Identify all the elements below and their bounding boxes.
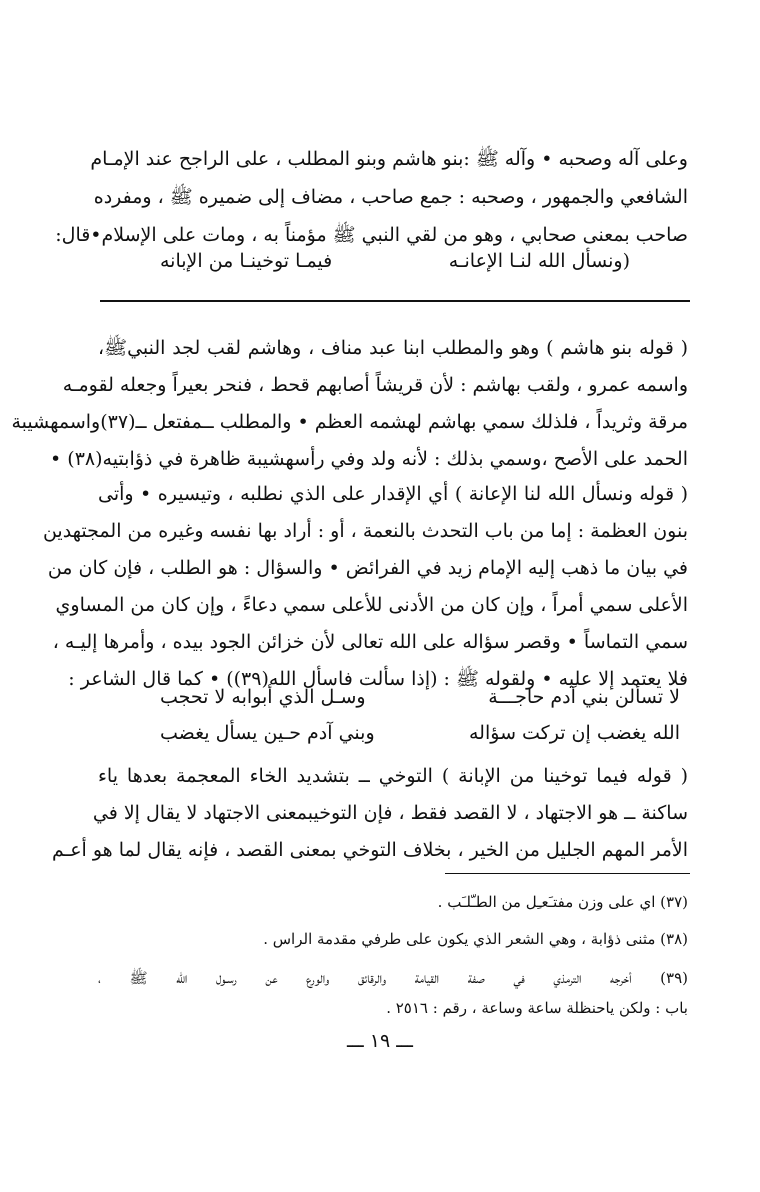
commentary-paragraph-3 [51,758,688,869]
footnote-line: باب : ولكن ياحنظلة ساعة وساعة ، رقم : ٢٥١٦ . [386,999,688,1017]
footnote-38: (٣٨) مثنى ذؤابة ، وهي الشعر الذي يكون على طرفي مقدمة الراس . [263,930,688,948]
verse-line [160,250,630,272]
commentary-line: الأمر المهم الجليل من الخير ، بخلاف التوخي بمعنى القصد ، فإنه يقال لما هو أعـم [51,839,688,861]
footnote-line: (٣٩) أخرجه الترمذي في صفة القيامة والرقائق والورع عن رسـول الله ﷺ ، [98,969,688,987]
page-number: ـــ ١٩ ـــ [347,1030,413,1052]
commentary-line: ساكنة ــ هو الاجتهاد ، لا القصد فقط ، فإن التوخيبمعنى الاجتهاد لا يقال إلا في [92,802,688,824]
commentary-line: في بيان ما ذهب إليه الإمام زيد في الفرائض • والسؤال : هو الطلب ، فإن كان من [47,557,688,579]
intro-text [55,140,688,254]
intro-line: وعلى آله وصحبه • وآله ﷺ :بنو هاشم وبنو المطلب ، على الراجح عند الإمـام [90,148,688,170]
commentary-line: ( قوله بنو هاشم ) وهو والمطلب ابنا عبد مناف ، وهاشم لقب لجد النبيﷺ، [98,337,688,359]
intro-line: الشافعي والجمهور ، وصحبه : جمع صاحب ، مضاف إلى ضميره ﷺ ، ومفرده [93,186,688,208]
commentary-line: سمي التماساً • وقصر سؤاله على الله تعالى لأن خزائن الجود بيده ، وأمرها إليـه ، [52,631,688,653]
poem-hemistich-first: الله يغضب إن تركت سؤاله [469,722,680,744]
commentary-line: ( قوله فيما توخينا من الإبانة ) التوخي ــ بتشديد الخاء المعجمة بعدها ياء [98,765,688,787]
verse-hemistich-first: (ونسأل الله لنـا الإعانـه [448,250,630,272]
verse-hemistich-second: فيمـا توخينـا من الإبانه [160,250,333,272]
commentary-line: واسمه عمرو ، ولقب بهاشم : لأن قريشاً أصابهم قحط ، فنحر بعيراً وجعله لقومـه [62,374,688,396]
footnote-39 [98,963,688,1023]
commentary-line: بنون العظمة : إما من باب التحدث بالنعمة ، أو : أراد بها نفسه وغيره من المجتهدين [42,520,688,542]
main-divider [100,300,690,302]
commentary-paragraph-2 [42,476,688,698]
footnote-divider [445,873,690,874]
commentary-line: ( قوله ونسأل الله لنا الإعانة ) أي الإقدار على الذي نطلبه ، وتيسيره • وأتى [98,483,688,505]
poem-verse-1 [160,686,680,708]
intro-line: صاحب بمعنى صحابي ، وهو من لقي النبي ﷺ مؤمناً به ، ومات على الإسلام•قال: [55,224,688,246]
poem-verse-2 [160,722,680,744]
poem-hemistich-second: وسـل الذي أبوابه لا تحجب [160,686,366,708]
footnote-37: (٣٧) اي على وزن مفتـَعـِل من الطـّلـَب . [437,893,688,911]
commentary-line: الحمد على الأصح ،وسمي بذلك : لأنه ولد وفي رأسهشيبة ظاهرة في ذؤابتيه(٣٨) • [50,448,688,470]
poem-hemistich-second: وبني آدم حـين يسأل يغضب [160,722,375,744]
commentary-line: الأعلى سمي أمراً ، وإن كان من الأدنى للأعلى سمي دعاءً ، وإن كان من المساوي [55,594,688,616]
commentary-line: مرقة وثريداً ، فلذلك سمي بهاشم لهشمه العظم • والمطلب ــمفتعل ــ(٣٧)واسمهشيبة [11,411,688,433]
commentary-line: فلا يعتمد إلا عليه • ولقوله ﷺ : (إذا سألت فاسأل الله(٣٩)) • كما قال الشاعر : [68,668,688,690]
poem-hemistich-first: لا تسألن بني آدم حاجـــة [488,686,680,708]
commentary-paragraph-1 [11,330,688,478]
